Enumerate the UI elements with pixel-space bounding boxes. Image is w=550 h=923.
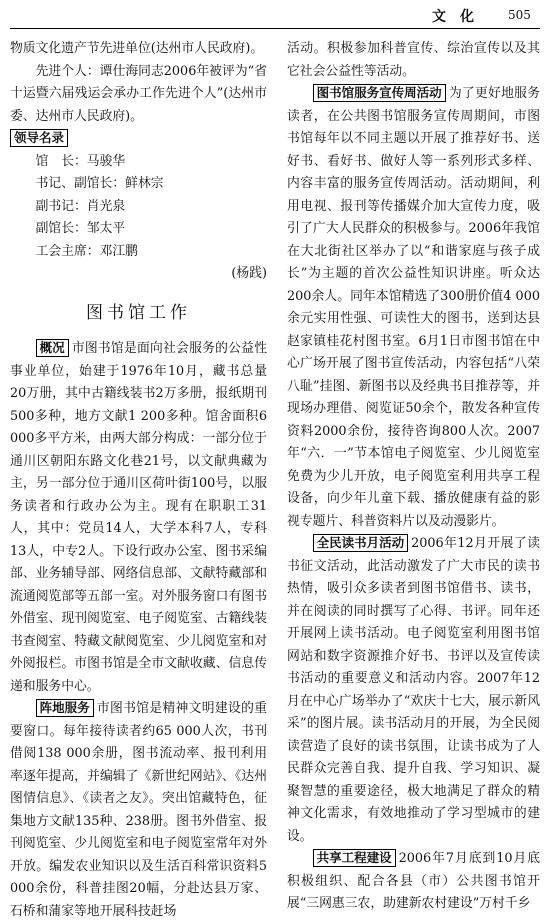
leaders-heading xyxy=(10,128,267,151)
paragraph xyxy=(287,83,540,533)
list-item: 书记、副馆长：鲜林宗 xyxy=(35,176,164,191)
section-label: 阵地服务 xyxy=(36,699,94,717)
section-label: 全民读书月活动 xyxy=(313,534,409,552)
page-number: 505 xyxy=(508,8,531,22)
paragraph: 先进个人：谭仕海同志2006年被评为“省十运暨六届残运会承办工作先进个人”(达州市委、达州市人民政府)。 xyxy=(10,63,267,124)
header-rule xyxy=(10,28,540,29)
list-item: 副书记：肖光泉 xyxy=(35,198,126,214)
paragraph-text: 2006年12月开展了读书征文活动，此活动激发了广大市民的读书热情，吸引众多读者到图书馆借书、读书，并在阅读的同时撰写了心得、书评。同年还开展网上读书活动。电子阅览室利用图书馆网站和数字资源推介好书、书评以及宣传读书活动的重要意义和活动内容。2007年12月在中心广场举办了“欢庆十七大，展示新风采”的图片展。读书活动月的开展，为全民阅读营造了良好的读书氛围，让读书成为了人民群众完善自我、提升自我、学习知识、凝聚智慧的重要途径，极大地满足了群众的精神文化需求，有效地推动了学习型城市的建设。 xyxy=(287,536,540,844)
paragraph-text: 2006年7月底到10月底积极组织、配合各县（市）公共图书馆开展“三网惠三农，助建新农村建设”万村千乡 xyxy=(287,851,540,911)
paragraph xyxy=(287,533,540,848)
list-item: 馆 长：马骏华 xyxy=(35,153,126,169)
page-header xyxy=(0,0,550,36)
section-label: 概况 xyxy=(36,339,69,357)
right-column xyxy=(287,38,540,911)
section-title: 图书馆工作 xyxy=(86,302,191,323)
left-column xyxy=(10,38,267,919)
leaders-list xyxy=(10,151,267,264)
paragraph xyxy=(10,698,267,923)
section-label: 共享工程建设 xyxy=(313,849,396,867)
section-label: 图书馆服务宣传周活动 xyxy=(313,84,446,102)
paragraph: 活动。积极参加科普宣传、综治宣传以及其它社会公益性等活动。 xyxy=(287,41,540,79)
author-credit: (杨践) xyxy=(231,266,267,281)
paragraph-text: 为了更好地服务读者，在公共图书馆服务宣传周期间，市图书馆每年以不同主题以开展了推荐好书、送好书、看好书、做好人等一系列形式多样、内容丰富的服务宣传周活动。活动期间，利用电视、报刊等传播媒介加大宣传力度，吸引了广大人民群众的积极参与。2006年我馆在大北街社区举办了以“和谐家庭与孩子成长”为主题的首次公益性知识讲座。听众达200余人。同年本馆精选了300册价值4 000余元实用性强、可读性大的图书，送到达县赵家镇桂花村图书室。6月1日市图书馆在中心广场开展了图书宣传活动，内容包括“八荣八耻”挂图、新图书以及经典书目推荐等，并现场办理借、阅览证50余个，散发各种宣传资料2000余份，接待咨询800人次。2007年“六．一”节本馆电子阅览室、少儿阅览室免费为少儿开放，电子阅览室利用共享工程设备，向少年儿童下载、播放健康有益的影视专题片、科普资料片以及动漫影片。 xyxy=(287,86,540,529)
running-head-title: 文化 xyxy=(432,9,488,25)
paragraph xyxy=(10,338,267,698)
section-label: 领导名录 xyxy=(10,129,68,147)
paragraph xyxy=(287,848,540,916)
paragraph: 物质文化遗产节先进单位(达州市人民政府)。 xyxy=(10,41,264,56)
paragraph-text: 市图书馆是面向社会服务的公益性事业单位，始建于1976年10月，藏书总量20万册，其中古籍线装书2万多册，报纸期刊500多种，地方文献1 200多种。馆舍面积6 000多平方米，由两大部分构成：一部分位于通川区朝阳东路文化巷21号，以文献典藏为主，另一部分位于通川区荷叶街100号，以服务读者和行政办公为主。现有在职职工31人，其中：党员14人，大学本科7人，专科13人，中专2人。下设行政办公室、图书采编部、业务辅导部、网络信息部、文献特藏部和流通阅览部等五部一室。对外服务窗口有图书外借室、现刊阅览室、电子阅览室、古籍线装书查阅室、特藏文献阅览室、少儿阅览室和对外阅报栏。市图书馆是全市文献收藏、信息传递和服务中心。 xyxy=(10,341,267,694)
list-item: 工会主席：邓江鹏 xyxy=(35,243,138,259)
list-item: 副馆长：邹太平 xyxy=(35,221,126,236)
paragraph-text: 市图书馆是精神文明建设的重要窗口。每年接待读者约65 000人次，书刊借阅138 000余册，图书流动率、报刊利用率逐年提高，并编辑了《新世纪网站》、《达州图情信息》、《读者之友》。突出馆藏特色，征集地方文献135种、238册。图书外借室、报刊阅览室、少儿阅览室和电子阅览室常年对外开放。编发农业知识以及生活百科常识资料5 000余份，科普挂图20幅，分赴达县万家、石桥和蒲家等地开展科技赶场 xyxy=(10,701,267,919)
